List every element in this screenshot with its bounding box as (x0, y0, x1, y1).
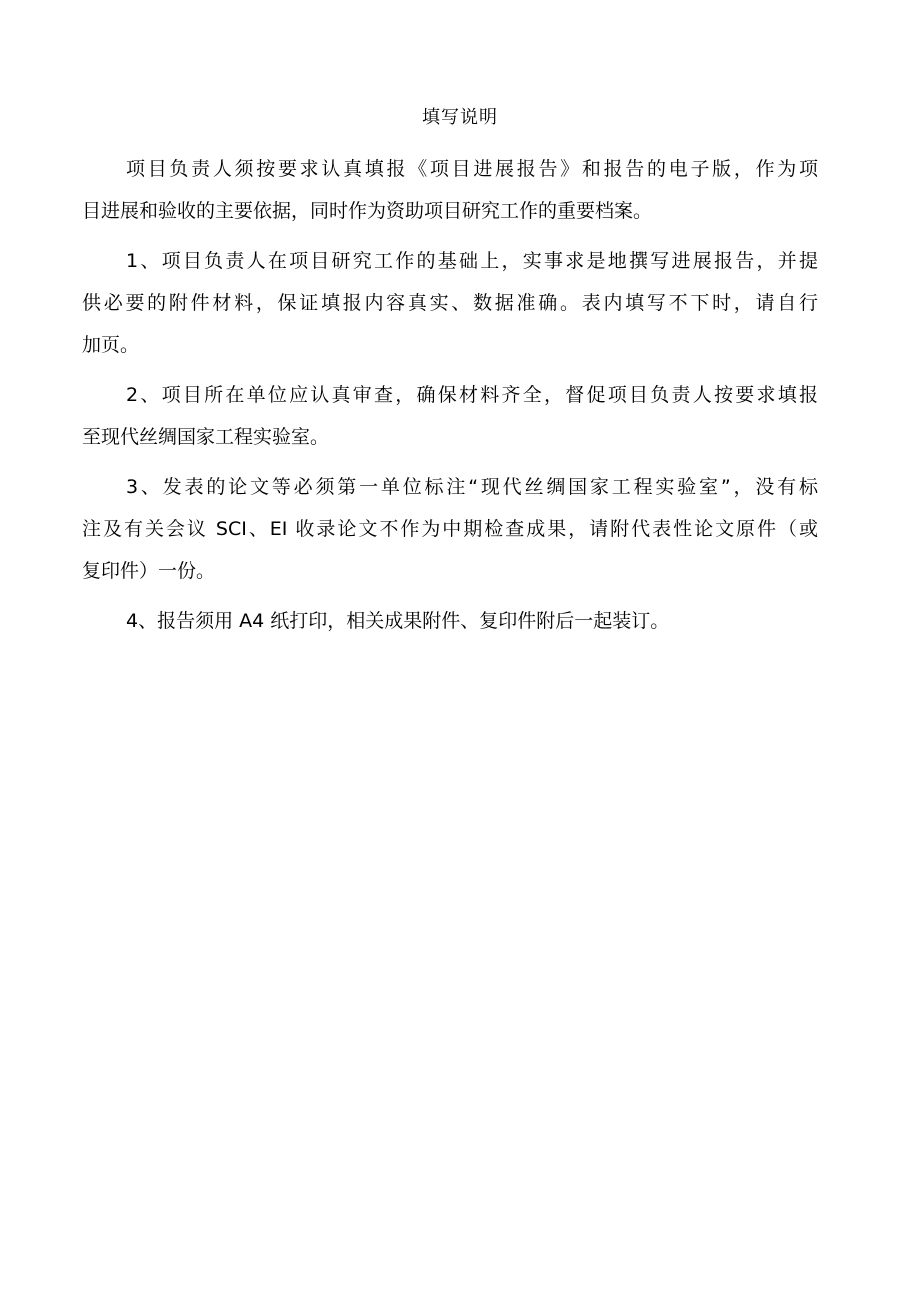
instruction-item-2 (82, 374, 818, 458)
paragraph-line: 3、发表的论文等必须第一单位标注“现代丝绸国家工程实验室”，没有标 (126, 476, 818, 498)
instruction-item-1 (82, 240, 818, 366)
paragraph-line: 项目负责人须按要求认真填报《项目进展报告》和报告的电子版，作为项 (126, 158, 818, 180)
paragraph-line: 4、报告须用 A4 纸打印，相关成果附件、复印件附后一起装订。 (126, 610, 670, 632)
paragraph-line: 复印件）一份。 (82, 560, 216, 582)
paragraph-line: 至现代丝绸国家工程实验室。 (82, 426, 330, 448)
instructions-body (82, 148, 818, 668)
intro-paragraph (82, 148, 818, 232)
paragraph-line: 2、项目所在单位应认真审查，确保材料齐全，督促项目负责人按要求填报 (126, 384, 818, 406)
instruction-item-3 (82, 466, 818, 592)
paragraph-line: 注及有关会议 SCI、EI 收录论文不作为中期检查成果，请附代表性论文原件（或 (82, 518, 818, 540)
paragraph-line: 目进展和验收的主要依据，同时作为资助项目研究工作的重要档案。 (82, 200, 653, 222)
paragraph-line: 1、项目负责人在项目研究工作的基础上，实事求是地撰写进展报告，并提 (126, 250, 818, 272)
paragraph-line: 加页。 (82, 334, 140, 356)
page-title: 填写说明 (422, 107, 498, 128)
instruction-item-4 (82, 600, 818, 642)
paragraph-line: 供必要的附件材料，保证填报内容真实、数据准确。表内填写不下时，请自行 (82, 292, 818, 314)
